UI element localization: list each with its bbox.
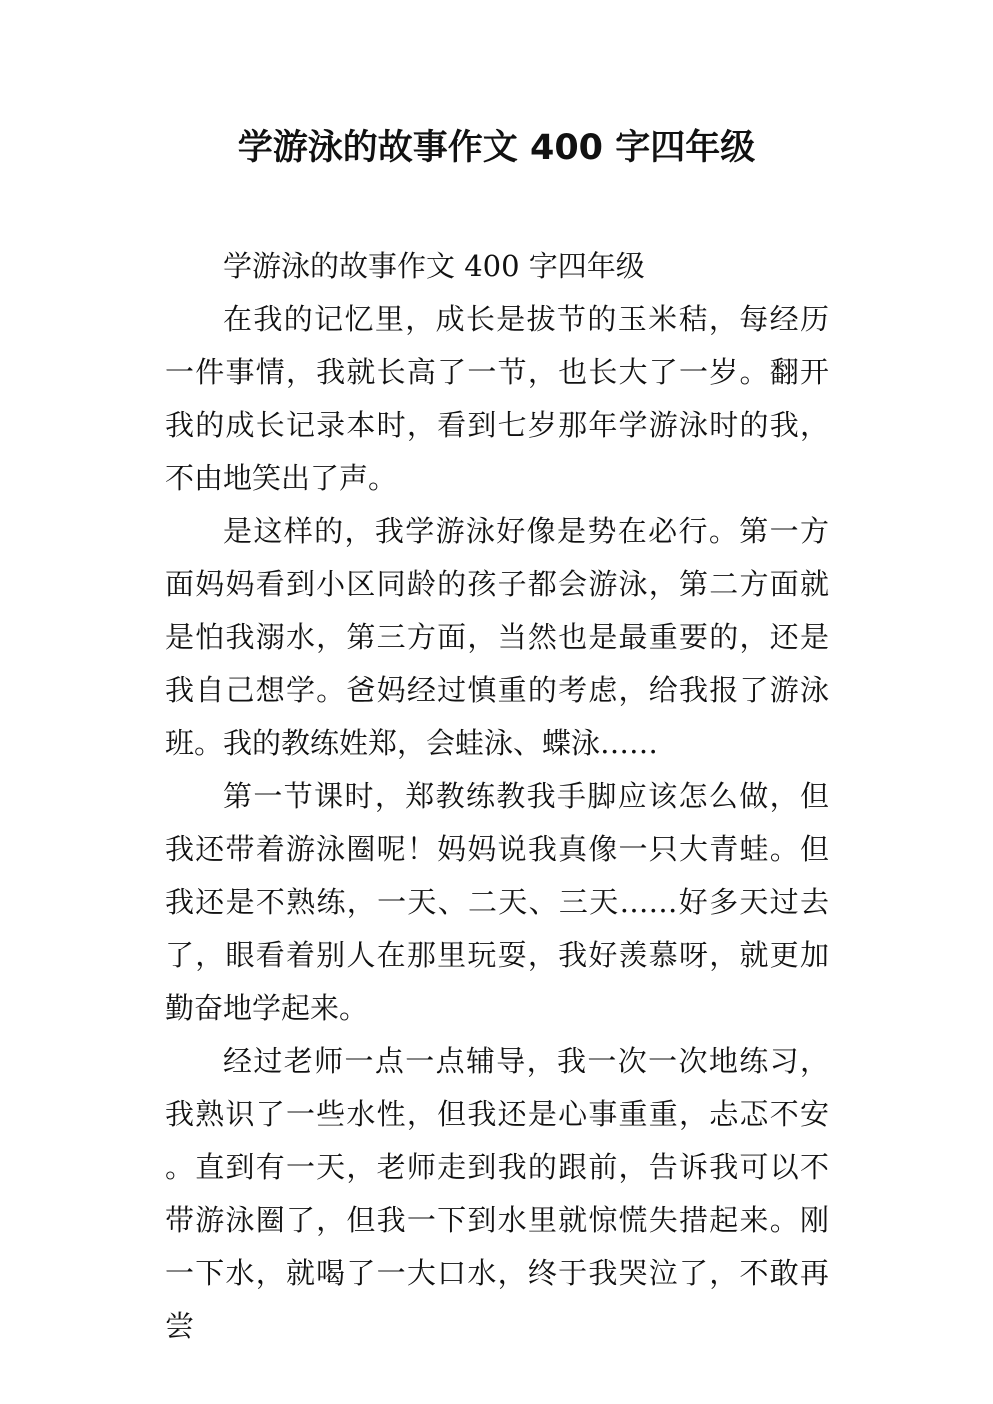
paragraph-2: 是这样的，我学游泳好像是势在必行。第一方面妈妈看到小区同龄的孩子都会游泳，第二方面就是怕我溺水，第三方面，当然也是最重要的，还是我自己想学。爸妈经过慎重的考虑，给我报了游泳班。我的教练姓郑，会蛙泳、蝶泳……	[165, 514, 829, 760]
document-body	[165, 240, 829, 1353]
paragraph-4: 经过老师一点一点辅导，我一次一次地练习，我熟识了一些水性，但我还是心事重重，忐忑不安。直到有一天，老师走到我的跟前，告诉我可以不带游泳圈了，但我一下到水里就惊慌失措起来。刚一下水，就喝了一大口水，终于我哭泣了，不敢再尝	[165, 1044, 829, 1343]
document-title: 学游泳的故事作文 400 字四年级	[237, 128, 756, 168]
paragraph-1: 在我的记忆里，成长是拔节的玉米秸，每经历一件事情，我就长高了一节，也长大了一岁。翻开我的成长记录本时，看到七岁那年学游泳时的我，不由地笑出了声。	[165, 302, 829, 495]
paragraph-3: 第一节课时，郑教练教我手脚应该怎么做，但我还带着游泳圈呢！妈妈说我真像一只大青蛙。但我还是不熟练，一天、二天、三天……好多天过去了，眼看着别人在那里玩耍，我好羡慕呀，就更加勤奋地学起来。	[165, 779, 829, 1025]
paragraph-subtitle: 学游泳的故事作文 400 字四年级	[223, 249, 645, 283]
